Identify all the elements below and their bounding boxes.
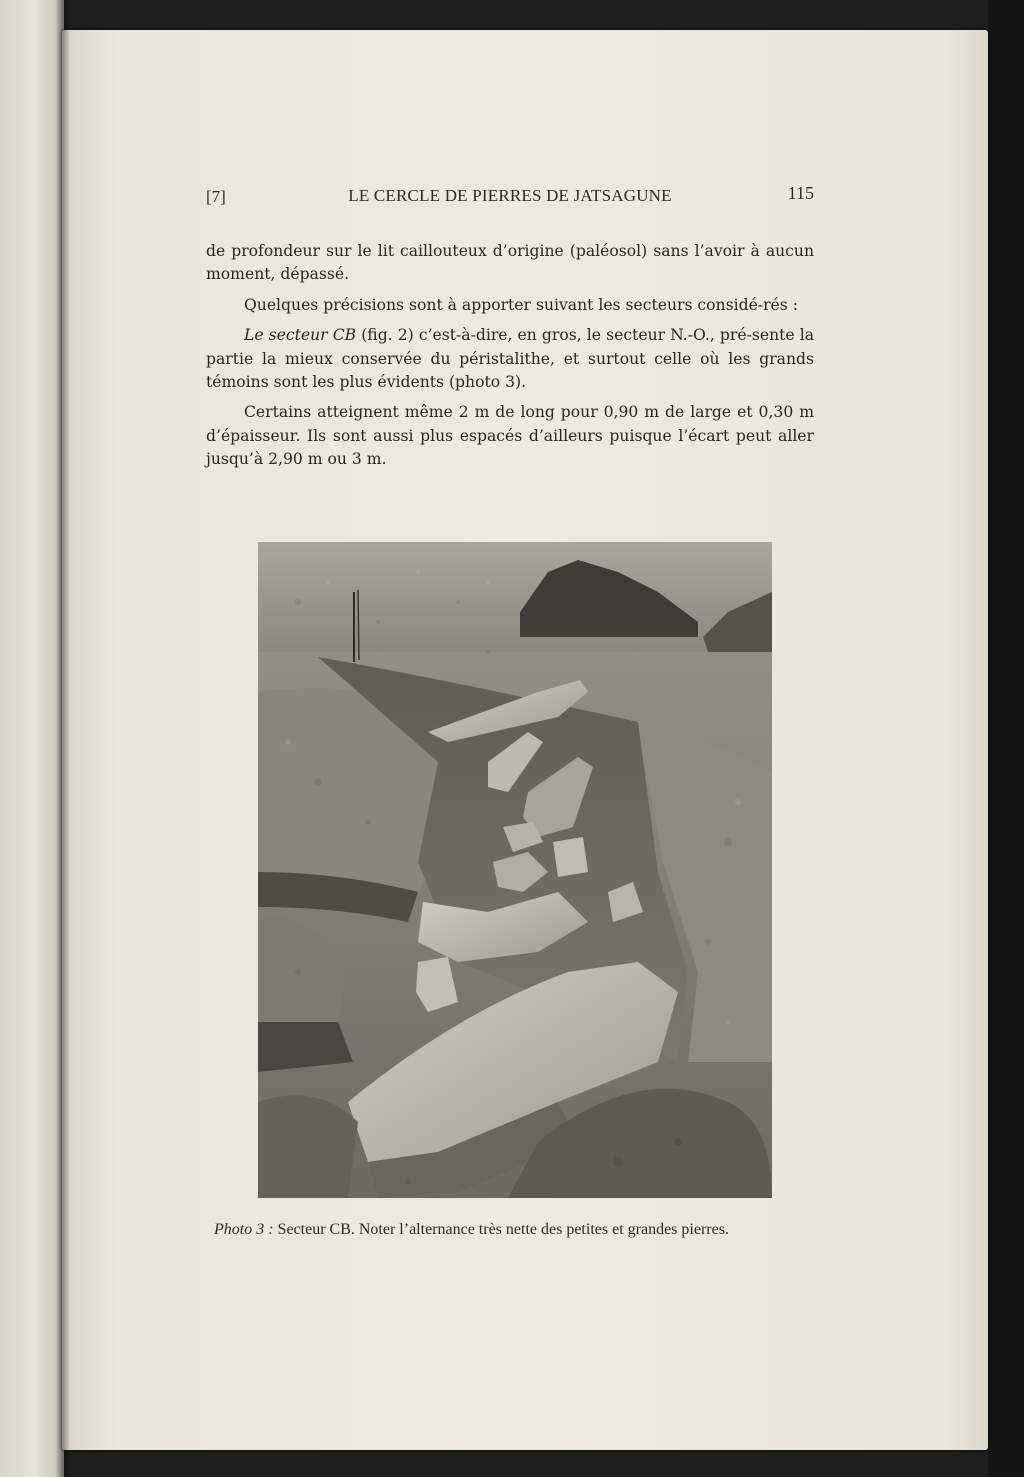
page-number: 115 — [787, 183, 814, 203]
paragraph-4: Certains atteignent même 2 m de long pour 0,90 m de large et 0,30 m d’épaisseur. Ils sont aussi plus espacés d’ailleurs puisque l’écart peut aller jusqu’à 2,90 m ou 3 m. — [206, 403, 814, 469]
left-page-edge — [0, 0, 64, 1477]
photo-image — [258, 542, 772, 1198]
paragraph-1: de profondeur sur le lit caillouteux d’origine (paléosol) sans l’avoir à aucun moment, dépassé. — [206, 242, 814, 284]
caption-text: Secteur CB. Noter l’alternance très nette des petites et grandes pierres. — [273, 1221, 729, 1238]
body-text — [206, 240, 814, 479]
section-number: [7] — [206, 187, 226, 206]
book-spine-shadow — [56, 0, 70, 1477]
caption-label: Photo 3 : — [214, 1221, 274, 1238]
paragraph-3 — [206, 324, 814, 394]
scan-background-right — [988, 0, 1024, 1477]
photo-caption — [214, 1221, 834, 1239]
sector-label: Le secteur CB — [244, 326, 357, 345]
running-title: LE CERCLE DE PIERRES DE JATSAGUNE — [348, 186, 672, 205]
paragraph-3-text: (fig. 2) c’est-à-dire, en gros, le secteur N.-O., pré-sente la partie la mieux conservée du péristalithe, et surtout celle où les grands témoins sont les plus évidents (photo 3). — [206, 326, 814, 392]
page-header — [206, 183, 814, 209]
paragraph-2: Quelques précisions sont à apporter suivant les secteurs considé-rés : — [244, 295, 798, 314]
photo-3-stone-circle — [258, 542, 772, 1198]
